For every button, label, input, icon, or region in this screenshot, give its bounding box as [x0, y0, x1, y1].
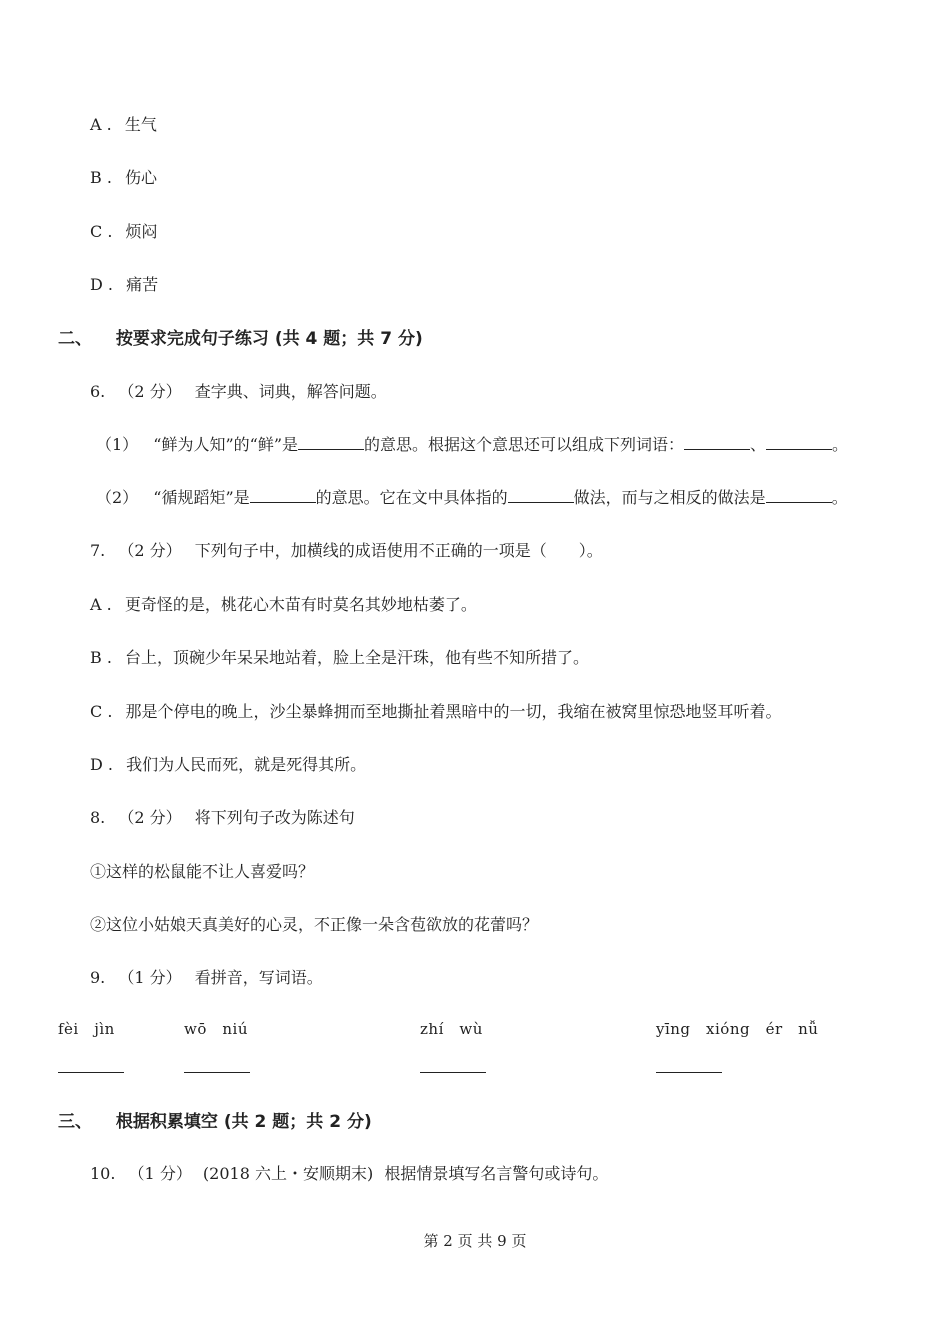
- pinyin-text: wō niú: [184, 1020, 248, 1038]
- section-title: 根据积累填空 (共 2 题；共 2 分): [115, 1112, 372, 1132]
- question-text: 将下列句子改为陈述句: [194, 808, 355, 827]
- q7-option-d: [90, 755, 366, 775]
- answer-line[interactable]: [58, 1072, 124, 1073]
- option-text: 生气: [124, 115, 157, 134]
- question-score: （1 分）: [118, 968, 182, 987]
- option-text: 我们为人民而死，就是死得其所。: [126, 755, 367, 774]
- option-letter: D .: [90, 755, 113, 774]
- part-text: 的意思。根据这个意思还可以组成下列词语：: [364, 435, 685, 454]
- part-index: （2）: [96, 488, 139, 507]
- option-letter: C .: [90, 222, 113, 241]
- section-3-heading: [58, 1112, 372, 1132]
- question-6-part-1: [96, 435, 848, 455]
- part-text: 做法，而与之相反的做法是: [573, 488, 766, 507]
- answer-blank[interactable]: [684, 435, 750, 450]
- option-text: 更奇怪的是，桃花心木苗有时莫名其妙地枯萎了。: [124, 595, 477, 614]
- question-10: [90, 1164, 608, 1184]
- q8-item-1: ①这样的松鼠能不让人喜爱吗？: [90, 862, 315, 881]
- q5-option-a: [90, 115, 157, 135]
- question-number: 6.: [90, 382, 106, 401]
- option-letter: B .: [90, 168, 112, 187]
- option-text: 台上，顶碗少年呆呆地站着，脸上全是汗珠，他有些不知所措了。: [125, 648, 590, 667]
- question-6: [90, 382, 387, 402]
- part-text: 、: [750, 435, 767, 454]
- question-text: 查字典、词典，解答问题。: [194, 382, 387, 401]
- pinyin-item-3: [420, 1018, 620, 1078]
- q7-option-c: [90, 702, 782, 722]
- question-score: （2 分）: [118, 808, 182, 827]
- option-text: 痛苦: [126, 275, 159, 294]
- answer-blank[interactable]: [508, 488, 574, 503]
- answer-blank[interactable]: [766, 488, 832, 503]
- option-text: 那是个停电的晚上，沙尘暴蜂拥而至地撕扯着黑暗中的一切，我缩在被窝里惊恐地竖耳听着。: [125, 702, 782, 721]
- option-letter: C .: [90, 702, 113, 721]
- pinyin-text: fèi jìn: [58, 1020, 115, 1038]
- page-footer: 第 2 页 共 9 页: [423, 1232, 527, 1250]
- answer-blank[interactable]: [250, 488, 316, 503]
- question-number: 8.: [90, 808, 106, 827]
- question-score: （1 分）: [128, 1164, 192, 1183]
- option-text: 烦闷: [125, 222, 158, 241]
- section-2-heading: [58, 329, 423, 349]
- part-index: （1）: [96, 435, 139, 454]
- question-8: [90, 808, 355, 828]
- question-text: 根据情景填写名言警句或诗句。: [384, 1164, 609, 1183]
- answer-line[interactable]: [184, 1072, 250, 1073]
- question-score: （2 分）: [118, 541, 182, 560]
- question-number: 9.: [90, 968, 106, 987]
- question-9: [90, 968, 323, 988]
- section-number: 三、: [58, 1112, 92, 1132]
- option-text: 伤心: [125, 168, 158, 187]
- q7-option-a: [90, 595, 477, 615]
- question-number: 10.: [90, 1164, 116, 1183]
- pinyin-text: zhí wù: [420, 1020, 483, 1038]
- part-text: 。: [832, 435, 849, 454]
- option-letter: B .: [90, 648, 112, 667]
- part-text: “鲜为人知”的“鲜”是: [153, 435, 299, 454]
- section-title: 按要求完成句子练习 (共 4 题；共 7 分): [115, 329, 423, 349]
- option-letter: D .: [90, 275, 113, 294]
- option-letter: A .: [90, 595, 112, 614]
- pinyin-item-4: [656, 1018, 896, 1078]
- answer-line[interactable]: [656, 1072, 722, 1073]
- option-letter: A .: [90, 115, 112, 134]
- pinyin-item-2: [184, 1018, 384, 1078]
- q8-item-2: ②这位小姑娘天真美好的心灵，不正像一朵含苞欲放的花蕾吗？: [90, 915, 539, 934]
- answer-line[interactable]: [420, 1072, 486, 1073]
- part-text: “循规蹈矩”是: [153, 488, 250, 507]
- part-text: 的意思。它在文中具体指的: [315, 488, 508, 507]
- q7-option-b: [90, 648, 589, 668]
- question-7: [90, 541, 603, 561]
- section-number: 二、: [58, 329, 92, 349]
- question-6-part-2: [96, 488, 848, 508]
- question-source: (2018 六上・安顺期末): [202, 1164, 374, 1183]
- q5-option-b: [90, 168, 157, 188]
- part-text: 。: [831, 488, 848, 507]
- answer-blank[interactable]: [298, 435, 364, 450]
- question-score: （2 分）: [118, 382, 182, 401]
- pinyin-text: yīng xióng ér nǚ: [656, 1020, 819, 1038]
- question-number: 7.: [90, 541, 106, 560]
- question-text: 看拼音，写词语。: [194, 968, 323, 987]
- q5-option-d: [90, 275, 158, 295]
- answer-blank[interactable]: [766, 435, 832, 450]
- question-text: 下列句子中，加横线的成语使用不正确的一项是（ ）。: [194, 541, 603, 560]
- q5-option-c: [90, 222, 158, 242]
